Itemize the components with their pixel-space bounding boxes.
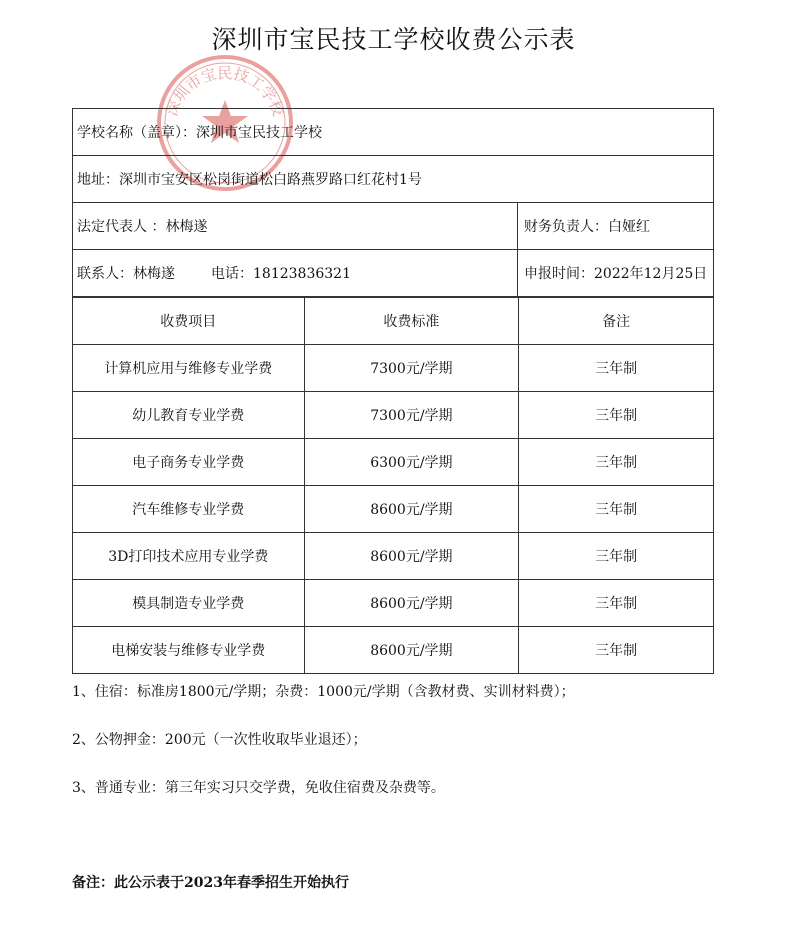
finance-officer: 财务负责人：白娅红	[517, 203, 713, 249]
fee-item: 3D打印技术应用专业学费	[73, 533, 305, 580]
remark: 备注：此公示表于2023年春季招生开始执行	[72, 875, 349, 891]
table-row	[73, 486, 714, 533]
table-row	[73, 345, 714, 392]
address: 地址：深圳市宝安区松岗街道松白路燕罗路口红花村1号	[77, 172, 422, 188]
note-deposit: 2、公物押金：200元（一次性收取毕业退还）；	[72, 732, 367, 748]
fee-note: 三年制	[519, 345, 714, 392]
info-section	[72, 108, 714, 297]
report-time: 申报时间：2022年12月25日	[517, 250, 713, 296]
fee-amount: 7300元/学期	[304, 392, 519, 439]
header-fee: 收费标准	[304, 298, 519, 345]
school-name: 学校名称（盖章）：深圳市宝民技工学校	[77, 125, 322, 141]
fee-item: 电梯安装与维修专业学费	[73, 627, 305, 674]
contact-info	[73, 263, 517, 283]
contact-row	[73, 250, 713, 297]
fee-amount: 6300元/学期	[304, 439, 519, 486]
address-row	[73, 156, 713, 203]
page-title: 深圳市宝民技工学校收费公示表	[211, 25, 576, 54]
fee-note: 三年制	[519, 627, 714, 674]
fee-amount: 8600元/学期	[304, 486, 519, 533]
school-row	[73, 109, 713, 156]
fee-item: 模具制造专业学费	[73, 580, 305, 627]
notes-section	[72, 680, 575, 824]
table-row	[73, 392, 714, 439]
fee-amount: 8600元/学期	[304, 627, 519, 674]
fee-amount: 8600元/学期	[304, 533, 519, 580]
fee-note: 三年制	[519, 533, 714, 580]
note-internship: 3、普通专业：第三年实习只交学费，免收住宿费及杂费等。	[72, 780, 445, 796]
fee-item: 电子商务专业学费	[73, 439, 305, 486]
fee-item: 汽车维修专业学费	[73, 486, 305, 533]
contact-person: 联系人：林梅遂	[77, 266, 175, 282]
fee-note: 三年制	[519, 392, 714, 439]
legal-representative: 法定代表人 ：林梅遂	[77, 219, 208, 235]
table-row	[73, 580, 714, 627]
rep-row	[73, 203, 713, 250]
fee-amount: 7300元/学期	[304, 345, 519, 392]
fee-item: 幼儿教育专业学费	[73, 392, 305, 439]
note-accommodation: 1、住宿：标准房1800元/学期；杂费：1000元/学期（含教材费、实训材料费）；	[72, 684, 575, 700]
fees-table	[72, 297, 714, 674]
seal-text: 深圳市宝民技工学校	[162, 64, 288, 119]
fee-note: 三年制	[519, 486, 714, 533]
fee-item: 计算机应用与维修专业学费	[73, 345, 305, 392]
fee-note: 三年制	[519, 439, 714, 486]
fee-note: 三年制	[519, 580, 714, 627]
header-note: 备注	[519, 298, 714, 345]
fee-amount: 8600元/学期	[304, 580, 519, 627]
table-header-row	[73, 298, 714, 345]
header-item: 收费项目	[73, 298, 305, 345]
table-row	[73, 439, 714, 486]
phone: 电话：18123836321	[211, 266, 351, 282]
table-row	[73, 627, 714, 674]
table-row	[73, 533, 714, 580]
